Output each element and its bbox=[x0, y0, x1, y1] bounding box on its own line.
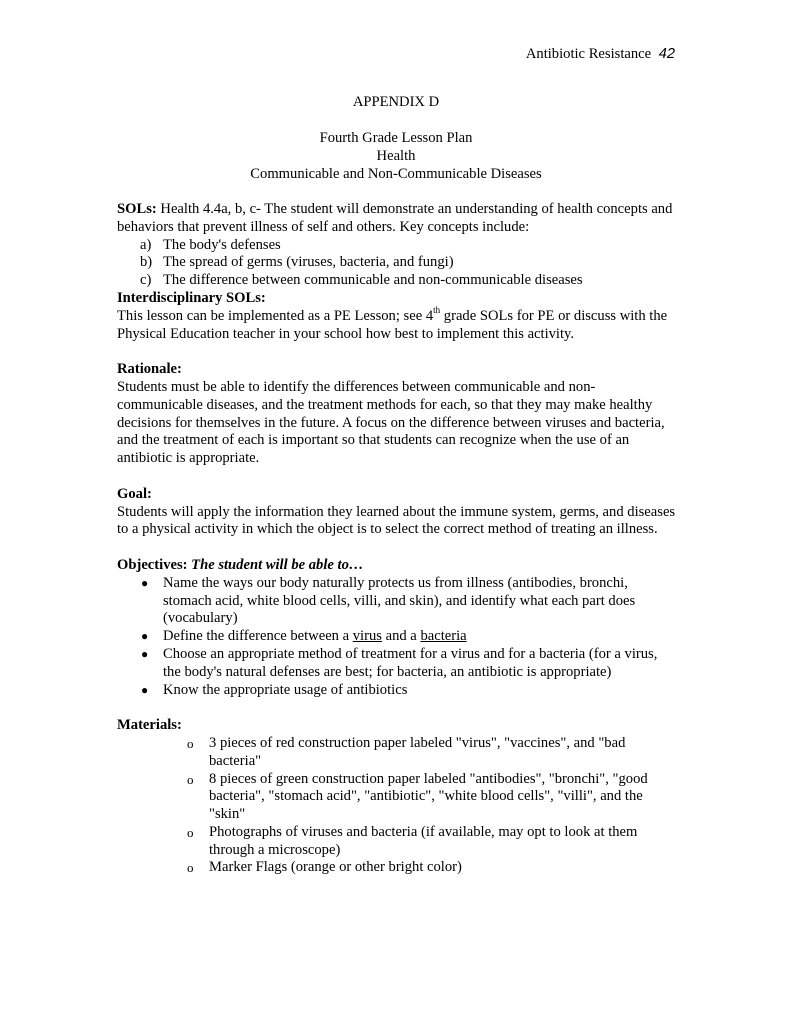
objective-item: ● Name the ways our body naturally protects us from illness (antibodies, bronchi, stomach acid, white blood cells, villi, and skin), and identify what each part does (vocabulary) bbox=[141, 574, 636, 627]
rationale-heading: Rationale: bbox=[117, 361, 182, 378]
materials-list bbox=[117, 735, 677, 877]
objective-item: ● Define the difference between a virus and a bacteria bbox=[141, 628, 467, 645]
objective-item: ● Choose an appropriate method of treatment for a virus and for a bacteria (for a virus, the body's natural defenses are best; for bacteria, an antibiotic is appropriate) bbox=[141, 645, 658, 680]
objectives-list bbox=[117, 575, 677, 700]
running-title: Antibiotic Resistance bbox=[525, 46, 652, 62]
lesson-title-line2: Health bbox=[376, 148, 416, 164]
interdisciplinary-heading: Interdisciplinary SOLs: bbox=[117, 289, 266, 306]
running-header bbox=[526, 46, 675, 64]
key-concept-item: a) The body's defenses bbox=[140, 236, 281, 253]
circle-bullet-icon: o bbox=[187, 860, 194, 876]
objective-item: ● Know the appropriate usage of antibiotics bbox=[141, 681, 408, 698]
objectives-heading: Objectives: The student will be able to… bbox=[117, 556, 364, 573]
sols-paragraph bbox=[117, 201, 677, 237]
circle-bullet-icon: o bbox=[187, 824, 194, 840]
bullet-icon: ● bbox=[141, 575, 149, 590]
key-concept-item: c) The difference between communicable and non-communicable diseases bbox=[140, 272, 583, 289]
material-item: o Photographs of viruses and bacteria (if available, may opt to look at them through a microscope) bbox=[187, 823, 638, 858]
interdisciplinary-text: This lesson can be implemented as a PE Lesson; see 4th grade SOLs for PE or discuss with the Physical Education teacher in your school how best to implement this activity. bbox=[117, 304, 668, 342]
bullet-icon: ● bbox=[141, 682, 149, 697]
circle-bullet-icon: o bbox=[187, 735, 194, 751]
circle-bullet-icon: o bbox=[187, 771, 194, 787]
material-item: o Marker Flags (orange or other bright color) bbox=[187, 859, 462, 876]
appendix-title: APPENDIX D bbox=[352, 94, 440, 110]
key-concept-item: b) The spread of germs (viruses, bacteria, and fungi) bbox=[140, 254, 454, 271]
material-item: o 3 pieces of red construction paper labeled "virus", "vaccines", and "bad bacteria" bbox=[187, 734, 626, 769]
goal-heading: Goal: bbox=[117, 485, 152, 502]
sols-label: SOLs: bbox=[117, 201, 157, 217]
key-concepts-list bbox=[117, 237, 677, 290]
bullet-icon: ● bbox=[141, 629, 149, 644]
lesson-title-line3: Communicable and Non-Communicable Diseases bbox=[250, 166, 542, 182]
sols-text: Health 4.4a, b, c- The student will demonstrate an understanding of health concepts and behaviors that prevent illness of self and others. Key concepts include: bbox=[117, 201, 673, 235]
materials-heading: Materials: bbox=[117, 717, 182, 734]
material-item: o 8 pieces of green construction paper labeled "antibodies", "bronchi", "good bacteria", "stomach acid", "antibiotic", "white blood cells", "villi", and the "skin" bbox=[187, 770, 648, 823]
bullet-icon: ● bbox=[141, 646, 149, 661]
rationale-text: Students must be able to identify the differences between communicable and non-communicable diseases, and the treatment methods for each, so that they may make healthy decisions for themselves in the future. A focus on the difference between viruses and bacteria, and the treatment of each is important so that students can recognize when the use of an antibiotic is appropriate. bbox=[117, 378, 665, 467]
document-body bbox=[117, 201, 677, 877]
goal-text: Students will apply the information they learned about the immune system, germs, and diseases to a physical activity in which the object is to select the correct method of treating an illness. bbox=[117, 503, 676, 538]
lesson-title-line1: Fourth Grade Lesson Plan bbox=[319, 130, 473, 146]
page-number: 42 bbox=[658, 46, 675, 62]
